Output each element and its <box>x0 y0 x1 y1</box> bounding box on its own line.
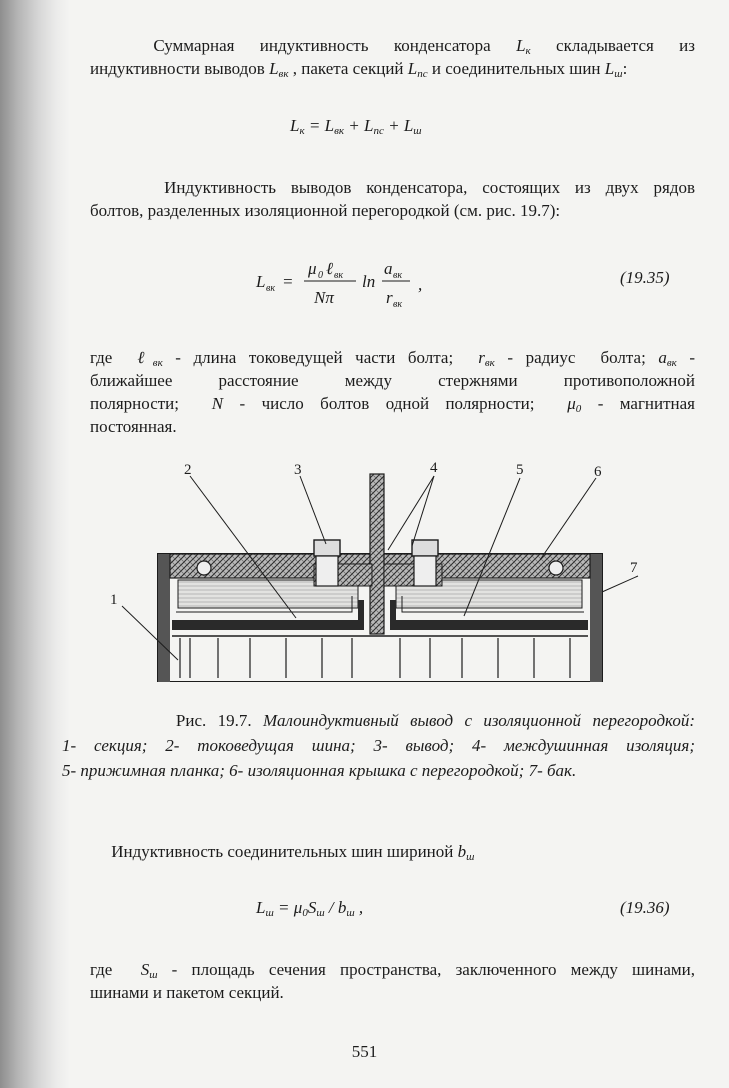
figure-label-3: 3 <box>294 462 302 478</box>
formula-19-35 <box>250 246 450 312</box>
paragraph-total-inductance <box>90 34 695 80</box>
page-gutter-shadow <box>0 0 70 1088</box>
text-line: полярности; N - число болтов одной полярности; $\mu_0$ - магнитная <box>90 394 695 415</box>
text-line: Индуктивность соединительных шин шириной $b_ш$ <box>90 842 475 863</box>
text-line: Суммарная индуктивность конденсатора $L_к$ складывается из <box>90 36 695 57</box>
svg-text:вк: вк <box>334 270 344 281</box>
caption-prefix: Рис. 19.7. <box>175 711 252 730</box>
text-line: болтов, разделенных изоляционной перегородкой (см. рис. 19.7): <box>90 201 561 220</box>
formula-total-inductance: $L_к = L_{вк} + L_{пс} + L_ш$ <box>290 116 422 137</box>
svg-text:a: a <box>384 259 393 278</box>
figure-label-2: 2 <box>184 462 192 478</box>
text-line: постоянная. <box>90 417 177 436</box>
paragraph-busbar-inductance <box>90 840 695 863</box>
svg-text:вк: вк <box>393 299 403 310</box>
figure-label-5: 5 <box>516 462 524 478</box>
svg-text:μ: μ <box>308 259 317 278</box>
equation-number: (19.35) <box>620 268 670 287</box>
text-line: Индуктивность выводов конденсатора, состоящих из двух рядов <box>90 178 695 197</box>
figure-label-1: 1 <box>110 592 118 608</box>
svg-text:вк: вк <box>393 270 403 281</box>
svg-text:Nπ: Nπ <box>314 288 334 307</box>
svg-text:L: L <box>256 272 266 291</box>
text-line: индуктивности выводов $L_{вк}$ , пакета секций $L_{пс}$ и соединительных шин $L_ш$: <box>90 59 628 80</box>
caption-line: 5- прижимная планка; 6- изоляционная крышка с перегородкой; 7- бак. <box>62 761 577 780</box>
paragraph-terminal-inductance <box>90 176 695 222</box>
caption-title: Малоиндуктивный вывод с изоляционной перегородкой: <box>263 711 696 730</box>
paragraph-definitions <box>90 346 695 438</box>
paragraph-section-area <box>90 958 695 1004</box>
svg-text:r: r <box>386 288 393 307</box>
svg-text:0: 0 <box>318 270 323 281</box>
svg-text:ℓ: ℓ <box>326 259 334 278</box>
figure-label-4: 4 <box>430 460 438 476</box>
caption-line: 1- секция; 2- токоведущая шина; 3- вывод; 4- междушинная изоляция; <box>62 736 695 755</box>
figure-caption <box>62 708 695 783</box>
page-number: 551 <box>351 1042 378 1061</box>
svg-text:ln: ln <box>362 272 376 291</box>
figure-label-7: 7 <box>630 560 638 576</box>
figure-19-7-drawing <box>100 460 640 682</box>
text-line: ближайшее расстояние между стержнями противоположной <box>90 371 695 390</box>
text-line: где $S_ш$ - площадь сечения пространства, заключенного между шинами, <box>90 960 695 981</box>
svg-text:,: , <box>418 275 423 294</box>
equation-number: (19.36) <box>620 898 670 917</box>
svg-text:вк: вк <box>266 283 276 294</box>
caption-line <box>62 708 695 733</box>
text-line: шинами и пакетом секций. <box>90 983 284 1002</box>
text-line: где ℓ$_{вк}$ - длина токоведущей части болта; $r_{вк}$ - радиус болта; $a_{вк}$ - <box>90 348 695 369</box>
svg-text:=: = <box>282 272 294 291</box>
figure-label-6: 6 <box>594 464 602 480</box>
formula-19-36: $L_ш = \mu_0S_ш / b_ш$ , <box>256 898 364 919</box>
